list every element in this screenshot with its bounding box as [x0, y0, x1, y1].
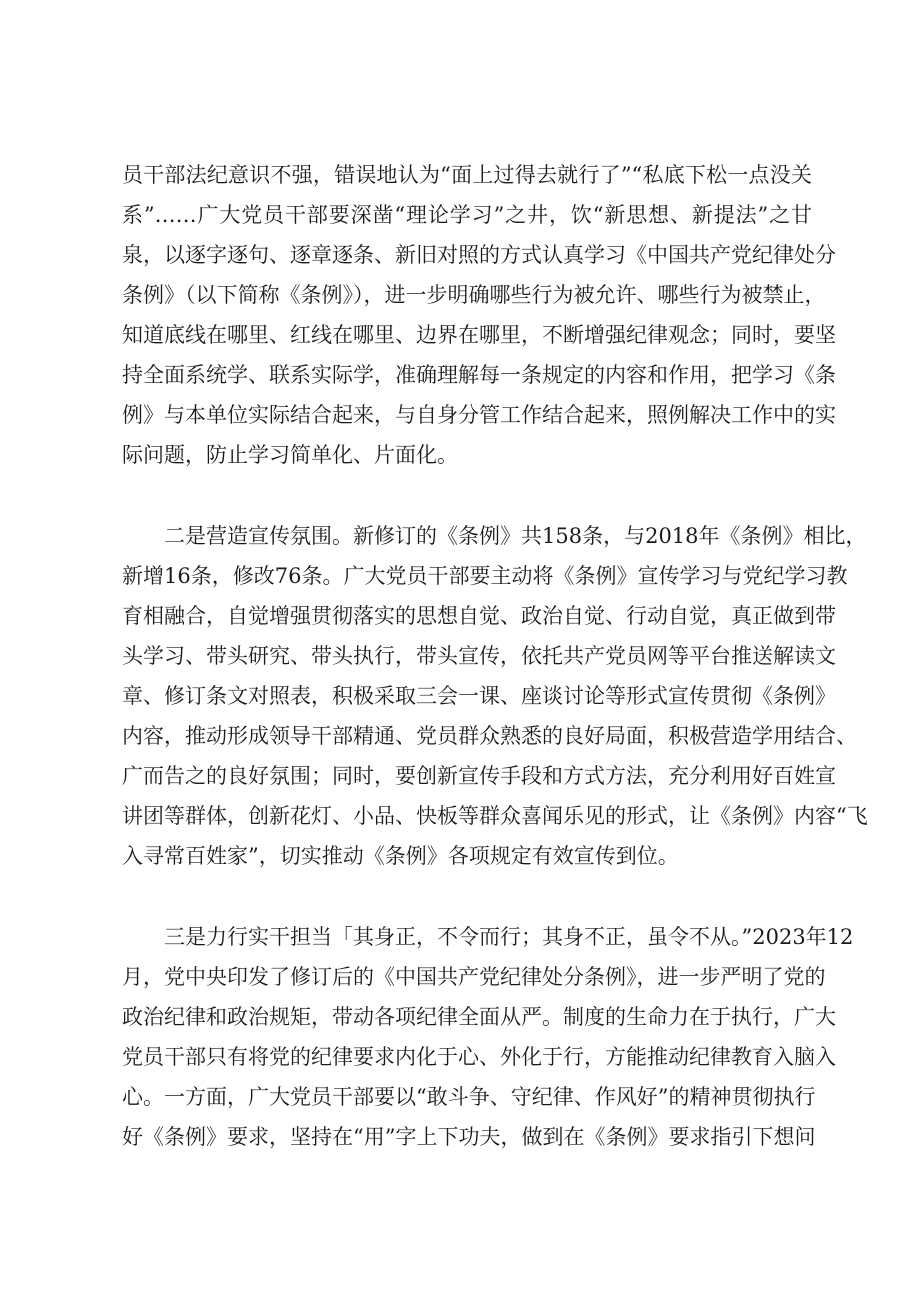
text-line: 例》与本单位实际结合起来，与自身分管工作结合起来，照例解决工作中的实	[122, 403, 836, 427]
text-line: 泉，以逐字逐句、逐章逐条、新旧对照的方式认真学习《中国共产党纪律处分	[122, 243, 836, 267]
text-line: 持全面系统学、联系实际学，准确理解每一条规定的内容和作用，把学习《条	[122, 363, 836, 387]
text-line: 好《条例》要求，坚持在“用”字上下功夫，做到在《条例》要求指引下想问	[122, 1125, 816, 1149]
paragraph-practice-responsibility	[122, 917, 854, 1157]
text-line: 内容，推动形成领导干部精通、党员群众熟悉的良好局面，积极营造学用结合、	[122, 724, 857, 748]
text-line: 员干部法纪意识不强，错误地认为“面上过得去就行了”“私底下松一点没关	[122, 163, 812, 187]
paragraph-study-regulations	[122, 155, 836, 475]
text-line: 广而告之的良好氛围；同时，要创新宣传手段和方式方法，充分利用好百姓宣	[122, 764, 836, 788]
text-line: 章、修订条文对照表，积极采取三会一课、座谈讨论等形式宣传贯彻《条例》	[122, 684, 836, 708]
text-line: 际问题，防止学习简单化、片面化。	[122, 443, 458, 467]
text-line: 育相融合，自觉增强贯彻落实的思想自觉、政治自觉、行动自觉，真正做到带	[122, 604, 836, 628]
text-line: 政治纪律和政治规矩，带动各项纪律全面从严。制度的生命力在于执行，广大	[122, 1005, 836, 1029]
text-line: 月，党中央印发了修订后的《中国共产党纪律处分条例》，进一步严明了党的	[122, 965, 826, 989]
text-line: 入寻常百姓家”，切实推动《条例》各项规定有效宣传到位。	[122, 844, 679, 868]
paragraph-publicity-atmosphere	[122, 516, 868, 876]
text-line: 新增16条，修改76条。广大党员干部要主动将《条例》宣传学习与党纪学习教	[122, 564, 848, 588]
text-line: 二是营造宣传氛围。新修订的《条例》共158条，与2018年《条例》相比，	[164, 524, 867, 548]
text-line: 知道底线在哪里、红线在哪里、边界在哪里，不断增强纪律观念；同时，要坚	[122, 323, 836, 347]
text-line: 党员干部只有将党的纪律要求内化于心、外化于行，方能推动纪律教育入脑入	[122, 1045, 836, 1069]
text-line: 三是力行实干担当「其身正，不令而行；其身不正，虽令不从。”2023年12	[164, 925, 854, 949]
text-line: 头学习、带头研究、带头执行，带头宣传，依托共产党员网等平台推送解读文	[122, 644, 836, 668]
text-line: 系”……广大党员干部要深凿“理论学习”之井，饮“新思想、新提法”之甘	[122, 203, 812, 227]
text-line: 心。一方面，广大党员干部要以“敢斗争、守纪律、作风好”的精神贯彻执行	[122, 1085, 816, 1109]
text-line: 条例》（以下简称《条例》），进一步明确哪些行为被允许、哪些行为被禁止，	[122, 283, 826, 307]
text-line: 讲团等群体，创新花灯、小品、快板等群众喜闻乐见的形式，让《条例》内容“飞	[122, 804, 868, 828]
